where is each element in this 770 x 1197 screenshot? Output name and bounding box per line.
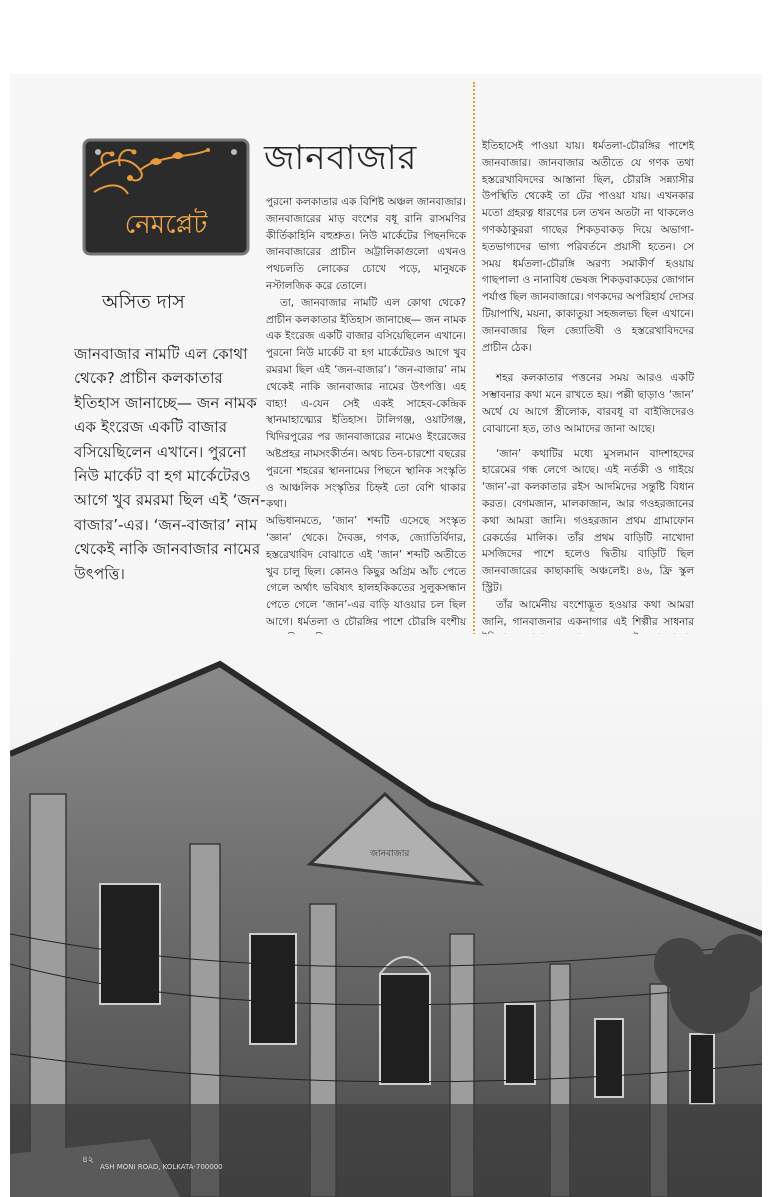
nameplate-badge [80,136,252,258]
page-number: ৪২ [82,1155,94,1165]
body-paragraph: তাঁর আর্মেনীয় বংশোদ্ভূত হওয়ার কথা আমরা জানি, গানবাজনার একনাগার এই শিল্পীর সাধনার [482,598,694,628]
body-paragraph: পুরনো কলকাতার এক বিশিষ্ট অঞ্চল জানবাজার। জানবাজারের মাড় বংশের বধূ রানি রাসমণির কীর্তিকাহিনি বহুশ্রুত। নিউ মার্কেটের পিছনদিকে জানবাজারের প্রাচীন অট্টালিকাগুলো এখনও পথচলতি লোকের চোখে পড়ে, মানুষকে নস্টালজিক করে তোলে। [266,196,466,292]
body-column-right [482,138,694,681]
author-name: অসিত দাস [102,291,185,313]
body-paragraph: শহর কলকাতার পত্তনের সময় আরও একটি সম্ভাবনার কথা মনে রাখতে হয়। পল্লী ছাড়াও ‘জান’ অর্থে যে আগে স্ত্রীলোক, বারবধূ বা বাইজিদেরও বোঝানো হত, তাও আমাদের জানা আছে। [482,372,694,435]
article-title: জানবাজার [264,138,418,178]
body-column-middle [266,194,466,664]
magazine-page [10,74,762,1197]
pull-quote [74,342,266,586]
building-sign: জানবাজার [370,849,410,859]
pull-quote-text: জানবাজার নামটি এল কোথা থেকে? প্রাচীন কলকাতার ইতিহাস জানাচ্ছে— জন নামক এক ইংরেজ একটি বাজার বসিয়েছিলেন এখানে। পুরনো নিউ মার্কেট বা হগ মার্কেটেরও আগে খুব রমরমা ছিল এই ‘জন-বাজার’-এর। ‘জন-বাজার’ নাম থেকেই নাকি জানবাজার নামের উৎপত্তি। [74,345,266,583]
shop-sign: ASH MONI ROAD, KOLKATA-700000 [100,1163,223,1171]
body-paragraph: ‘জান’ কথাটির মধ্যে মুসলমান বাদশাহদের হারেমের গন্ধ লেগে আছে। এই নর্তকী ও গাইয়ে ‘জান’-রা কলকাতার রইস আদমিদের সন্তুষ্টি বিধান করত। বেগমজান, মালকাজান, আর গওহরজানের কথা আমরা জানি। গওহরজান প্রথম গ্রামাফোন রেকর্ডের মালিক। তাঁর প্রথম বাড়িটি নাখোদা মসজিদের পাশে হলেও দ্বিতীয় বাড়িটি ছিল জানবাজারের কাছাকাছি অঞ্চলেই। ৪৬, ফ্রি স্কুল স্ট্রিট। [482,447,694,594]
body-paragraph: তা, জানবাজার নামটি এল কোথা থেকে? প্রাচীন কলকাতার ইতিহাস জানাচ্ছে— জন নামক এক ইংরেজ একটি বাজার বসিয়েছিলেন এখানে। পুরনো নিউ মার্কেট বা হগ মার্কেটেরও আগে খুব রমরমা ছিল এই ‘জন-বাজার’। ‘জন-বাজার’ নাম থেকেই নাকি জানবাজার নামের উৎপত্তি। এহ বাহ্য! এ-যেন সেই একই সাহেব-কেন্দ্রিক স্থানমাহাত্ম্যের ইতিহাস। টালিগঞ্জ, ওয়াটগঞ্জ, খিদিরপুরের পর জানবাজারের নামেও ইংরেজের অষ্টপ্রহর নামসংকীর্তন। অথচ তিন-চারশো বছরের পুরনো শহরের স্থাননামের পিছনে স্থানিক সংস্কৃতি ও আঞ্চলিক সংস্কৃতির চিহ্নই তো বেশি থাকার কথা। [266,296,466,511]
nameplate-label: নেমপ্লেট [124,210,208,240]
building-photo [10,634,762,1197]
body-paragraph: ইতিহাসেই পাওয়া যায়। ধর্মতলা-চৌরঙ্গির পাশেই জানবাজার। জানবাজার অতীতে যে গণক তথা হস্তরেখাবিদদের আস্তানা ছিল, চৌরঙ্গি সন্ন্যাসীর উপস্থিতি থেকেই তা টের পাওয়া যায়। এখনকার মতো গ্রহরত্ন ধারণের চল তখন অতটা না থাকলেও গণকঠাকুররা গাছের শিকড়বাকড় দিয়ে অভাগা-হতভাগ্যদের ভাগ্য পরিবর্তনে প্রয়াসী হতেন। সে সময় ধর্মতলা-চৌরঙ্গি অরণ্য সমাকীর্ণ হওয়ায় গাছপালা ও নানাবিধ ভেষজ শিকড়বাকড়ের জোগান পর্যাপ্ত ছিল জানবাজারে। গণকদের অপরিহার্য দোসর টিয়াপাখি, ময়না, কাকাতুয়া সহজলভ্য ছিল এখানে। জানবাজার ছিল জ্যোতিষী ও হস্তরেখাবিদদের প্রাচীন ঠেক। [482,140,694,354]
body-paragraph: অভিধানমতে, ‘জান’ শব্দটি এসেছে সংস্কৃত ‘জ্ঞান’ থেকে। দৈবজ্ঞ, গণক, জ্যোতির্বিদার, হস্তরেখাবিদ বোঝাতে এই ‘জান’ শব্দটি অতীতে খুব চালু ছিল। কোনও কিছুর অগ্রিম আঁচ পেতে গেলে অর্থাৎ ভবিষ্যৎ হালহকিকতের সুলুকসন্ধান পেতে গেলে ‘জান’-এর বাড়ি যাওয়ার চল ছিল আগে। ধর্মতলা ও চৌরঙ্গির পাশে চৌরঙ্গি বংশীয় [266,515,466,628]
